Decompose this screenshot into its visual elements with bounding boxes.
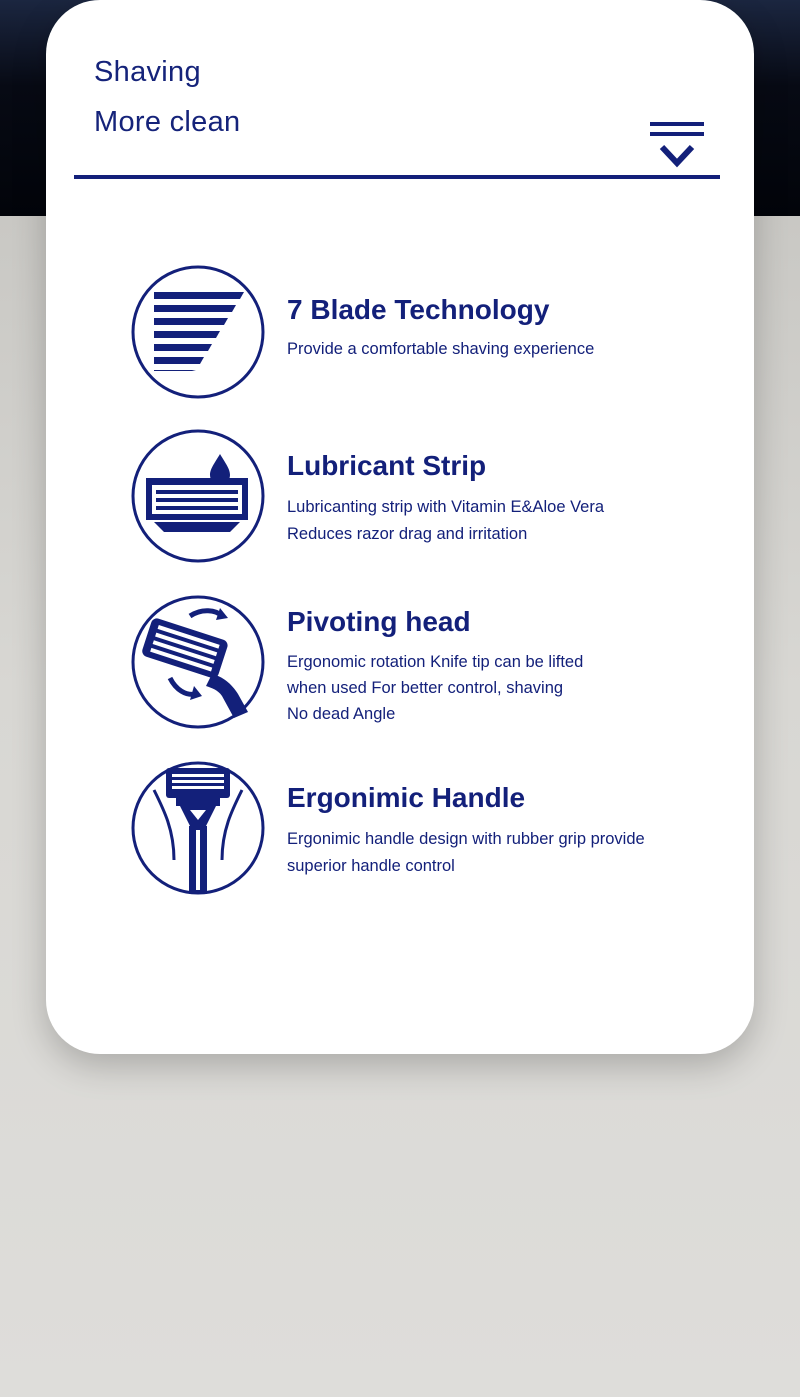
feature-description-line: No dead Angle <box>287 705 396 723</box>
feature-description-line: Ergonimic handle design with rubber grip provide <box>287 830 645 848</box>
feature-title: Ergonimic Handle <box>287 782 526 813</box>
header-divider <box>74 175 720 179</box>
feature-card <box>46 0 754 1054</box>
header-title-line-2: More clean <box>94 106 241 138</box>
feature-description-line: Reduces razor drag and irritation <box>287 525 528 543</box>
feature-title: 7 Blade Technology <box>287 294 550 325</box>
feature-description-line: Lubricanting strip with Vitamin E&Aloe Vera <box>287 498 605 516</box>
menu-toggle-button[interactable] <box>648 120 706 172</box>
feature-description-line: superior handle control <box>287 857 455 875</box>
feature-description-line: when used For better control, shaving <box>287 679 564 697</box>
blade-layers-icon <box>130 264 266 400</box>
feature-description-line: Provide a comfortable shaving experience <box>287 340 595 358</box>
menu-chevron-icon <box>648 120 706 172</box>
feature-title: Lubricant Strip <box>287 450 487 481</box>
pivot-head-icon <box>130 594 266 730</box>
feature-description-line: Ergonomic rotation Knife tip can be lifted <box>287 653 584 671</box>
header-title-line-1: Shaving <box>94 56 201 88</box>
feature-title: Pivoting head <box>287 606 471 637</box>
lubricant-drop-icon <box>130 428 266 564</box>
razor-handle-icon <box>130 760 266 896</box>
